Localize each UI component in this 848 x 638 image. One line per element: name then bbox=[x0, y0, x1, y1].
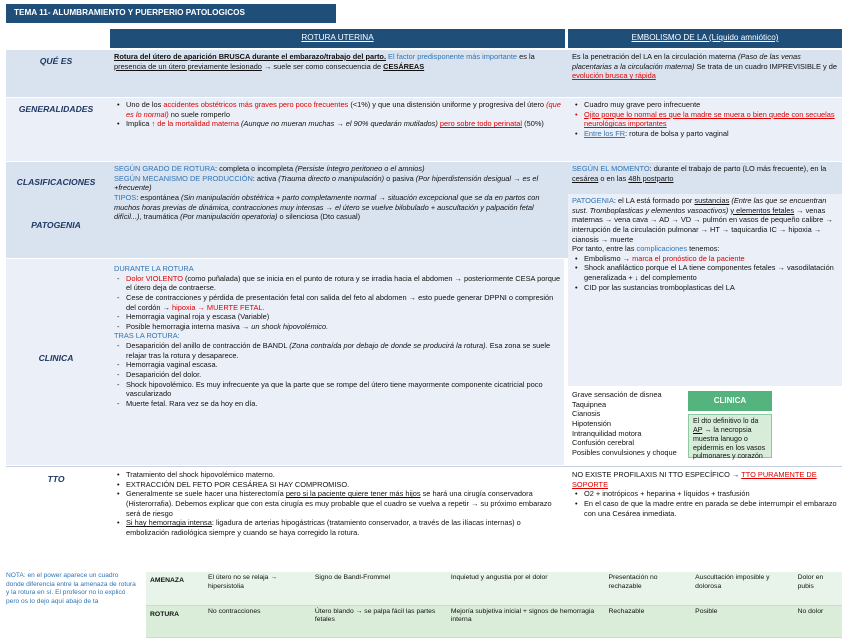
row-label-patogenia: PATOGENIA bbox=[31, 220, 81, 231]
table-row: ROTURA No contracciones Útero blando → se palpa fácil las partes fetales Mejoría subjetiva inicial + signos de hemorragia interna Rechazable Posible No dolor bbox=[146, 605, 842, 637]
list-item: - Dolor VIOLENTO (como puñalada) que se inicia en el punto de rotura y se irradia hacia el abdomen → posteriormente CESA porque el útero deja de contraerse. bbox=[114, 274, 561, 293]
list-item: • O2 + inotrópicos + heparina + líquidos + trasfusión bbox=[572, 489, 838, 499]
row-label-generalidades: GENERALIDADES bbox=[18, 104, 94, 115]
comparison-table bbox=[146, 572, 842, 638]
list-item: • Entre los FR: rotura de bolsa y parto vaginal bbox=[572, 129, 838, 139]
generalidades-rotura bbox=[110, 98, 565, 161]
patogenia-embolismo: PATOGENIA: el LA está formado por sustancias (Entre las que se encuentran sust. Tromboplasticas y elementos vasoactivos) y elementos fetales → venas maternas → vena cava → AD → VD → pulmón en vasos de pequeño calibre → interrupción de la circulación pulmonar → HT → taquicardia IC → hipoxia → cianosis → muerte Por tanto, entre las complicaciones tenemos: • Embolismo → marca el pronóstico de la paciente • Shock anafiláctico porque el LA tiene componentes fetales → vasodilatación generalizada + ↓ del complemento • CID por las sustancias tromboplasticas del LA bbox=[568, 194, 842, 386]
row-label-clinica: CLINICA bbox=[38, 353, 74, 364]
clinica-rotura: DURANTE LA ROTURA - Dolor VIOLENTO (como puñalada) que se inicia en el punto de rotura y se irradia hacia el abdomen → posteriormente CESA porque el útero deja de contraerse. - Cese de contracciones y pérdida de presentación fetal con salida del feto al abdomen → esto puede generar DPPNI o compresión del cordón → hipoxia → MUERTE FETAL. - Hemorragia vaginal roja y escasa (Variable) - Posible hemorragia interna masiva → un shock hipovolémico. TRAS LA ROTURA: - Desaparición del anillo de contracción de BANDL (Zona contraída por debajo de donde se producirá la rotura). Esa zona se suele relajar tras la rotura y desaparece. - Hemorragia vaginal escasa. - Desaparición del dolor. - Shock hipovolémico. Es muy infrecuente ya que la parte que se rompe del útero tiene mayormente componente cicatricial poco vascularizado - Muerte fetal. Rara vez se da hoy en día. bbox=[110, 262, 565, 465]
row-label-que-es: QUÉ ES bbox=[39, 56, 73, 67]
clinica-badge: CLINICA bbox=[688, 391, 772, 411]
list-item: - Desaparición del dolor. bbox=[114, 370, 561, 380]
que-es-embolismo: Es la penetración del LA en la circulación materna (Paso de las venas placentarias a la circulación materna) Se trata de un cuadro IMPREVISIBLE y de evolución brusca y rápida bbox=[572, 52, 837, 81]
list-item: • Cuadro muy grave pero infrecuente bbox=[572, 100, 838, 110]
list-item: - Cese de contracciones y pérdida de presentación fetal con salida del feto al abdomen → esto puede generar DPPNI o compresión del cordón → hipoxia → MUERTE FETAL. bbox=[114, 293, 561, 312]
embolismo-header: EMBOLISMO DE LA (Líquido amniótico) bbox=[568, 29, 842, 48]
list-item: • CID por las sustancias tromboplasticas del LA bbox=[572, 283, 838, 293]
document-title: TEMA 11- ALUMBRAMIENTO Y PUERPERIO PATOLOGICOS bbox=[6, 4, 336, 23]
tto-embolismo: NO EXISTE PROFILAXIS NI TTO ESPECÍFICO → TTO PURAMENTE DE SOPORTE • O2 + inotrópicos + heparina + líquidos + trasfusión • En el caso de que la madre entre en parada se debe interrumpir el embarazo con una Cesárea inmediata. bbox=[568, 468, 842, 565]
list-item: - Desaparición del anillo de contracción de BANDL (Zona contraída por debajo de donde se producirá la rotura). Esa zona se suele relajar tras la rotura y desaparece. bbox=[114, 341, 561, 360]
rotura-header: ROTURA UTERINA bbox=[110, 29, 565, 48]
list-item: • Shock anafiláctico porque el LA tiene componentes fetales → vasodilatación generalizada + ↓ del complemento bbox=[572, 263, 838, 282]
clasificaciones-rotura: SEGÚN GRADO DE ROTURA: completa o incompleta (Persiste íntegro peritoneo o el amnios) SEGÚN MECANISMO DE PRODUCCIÓN: activa (Trauma directo o manipulación) o pasiva (Por hiperdistensión desigual → es el +frecuente) TIPOS: espontánea (Sin manipulación obstétrica + parto completamente normal → situación excepcional que se da en partos con muchos horas previas de dinámica, contracciones muy intensas → el útero se vuelve bilobulado + auscultación y palpación fetal difícil...), traumática (Por manipulación operatoria) o silenciosa (Dto casual) bbox=[114, 164, 540, 222]
table-row: AMENAZA El útero no se relaja → hipersistolia Signo de Bandl-Frommel Inquietud y angustia por el dolor Presentación no rechazable Auscultación imposible y dolorosa Dolor en pubis bbox=[146, 572, 842, 605]
clinica-embolismo-symptoms: Grave sensación de disnea Taquipnea Cianosis Hipotensión Intranquilidad motora Confusión cerebral Posibles convulsiones y choque bbox=[572, 390, 677, 457]
list-item: - Shock hipovolémico. Es muy infrecuente ya que la parte que se rompe del útero tiene mayormente componente cicatricial poco vascularizado bbox=[114, 380, 561, 399]
list-item: - Hemorragia vaginal escasa. bbox=[114, 360, 561, 370]
row-label-tto: TTO bbox=[47, 474, 65, 485]
list-item: • Tratamiento del shock hipovolémico materno. bbox=[114, 470, 561, 480]
list-item: • Ojito porque lo normal es que la madre se muera o bien quede con secuelas neurológicas importantes bbox=[572, 110, 838, 129]
row-label-clasificaciones: CLASIFICACIONES bbox=[16, 177, 96, 188]
diagnosis-box: El dto definitivo lo da AP → la necropsia muestra lanugo o epidermis en los vasos pulmonares y corazón bbox=[688, 414, 772, 458]
que-es-rotura: Rotura del útero de aparición BRUSCA durante el embarazo/trabajo del parto. El factor predisponente más importante es la presencia de un útero previamente lesionado → suele ser como consecuencia de CESÁREAS bbox=[114, 52, 535, 71]
list-item: - Muerte fetal. Rara vez se da hoy en día. bbox=[114, 399, 561, 409]
list-item: • EXTRACCIÓN DEL FETO POR CESÁREA SI HAY COMPROMISO. bbox=[114, 480, 561, 490]
list-item: • Embolismo → marca el pronóstico de la paciente bbox=[572, 254, 838, 264]
note-text: NOTA: en el power aparece un cuadro donde diferencia entre la amenaza de rotura y la rotura en sí. El profesor no lo explicó pero os lo dejo aquí abajo de ta bbox=[6, 572, 136, 606]
list-item: • Uno de los accidentes obstétricos más graves pero poco frecuentes (<1%) y que una distensión uniforme y progresiva del útero (que es lo normal) no suele romperlo bbox=[114, 100, 561, 119]
list-item: - Hemorragia vaginal roja y escasa (Variable) bbox=[114, 312, 561, 322]
list-item: • Generalmente se suele hacer una histerectomía pero si la paciente quiere tener más hijos se hará una cirugía conservadora (Histerorrafia). Debemos explicar que con esta cirugía es muy probable que el cuadro se vuelva a repetir → su próximo embarazo será de riesgo bbox=[114, 489, 561, 518]
list-item: • En el caso de que la madre entre en parada se debe interrumpir el embarazo con una Cesárea inmediata. bbox=[572, 499, 838, 518]
list-item: • Implica ↑ de la mortalidad materna (Aunque no mueran muchas → el 90% quedarán mutilados) pero sobre todo perinatal (50%) bbox=[114, 119, 561, 129]
list-item: - Posible hemorragia interna masiva → un shock hipovolémico. bbox=[114, 322, 561, 332]
list-item: • Si hay hemorragia intensa: ligadura de arterias hipogástricas (tratamiento conservador, a través de las ilíacas internas) o embolización radiológica siempre y cuando se haya corregido la rotura. bbox=[114, 518, 561, 537]
generalidades-embolismo bbox=[568, 98, 842, 161]
clasificaciones-embolismo: SEGÚN EL MOMENTO: durante el trabajo de parto (LO más frecuente), en la cesárea o en las 48h postparto bbox=[572, 164, 827, 183]
tto-rotura bbox=[110, 468, 565, 565]
